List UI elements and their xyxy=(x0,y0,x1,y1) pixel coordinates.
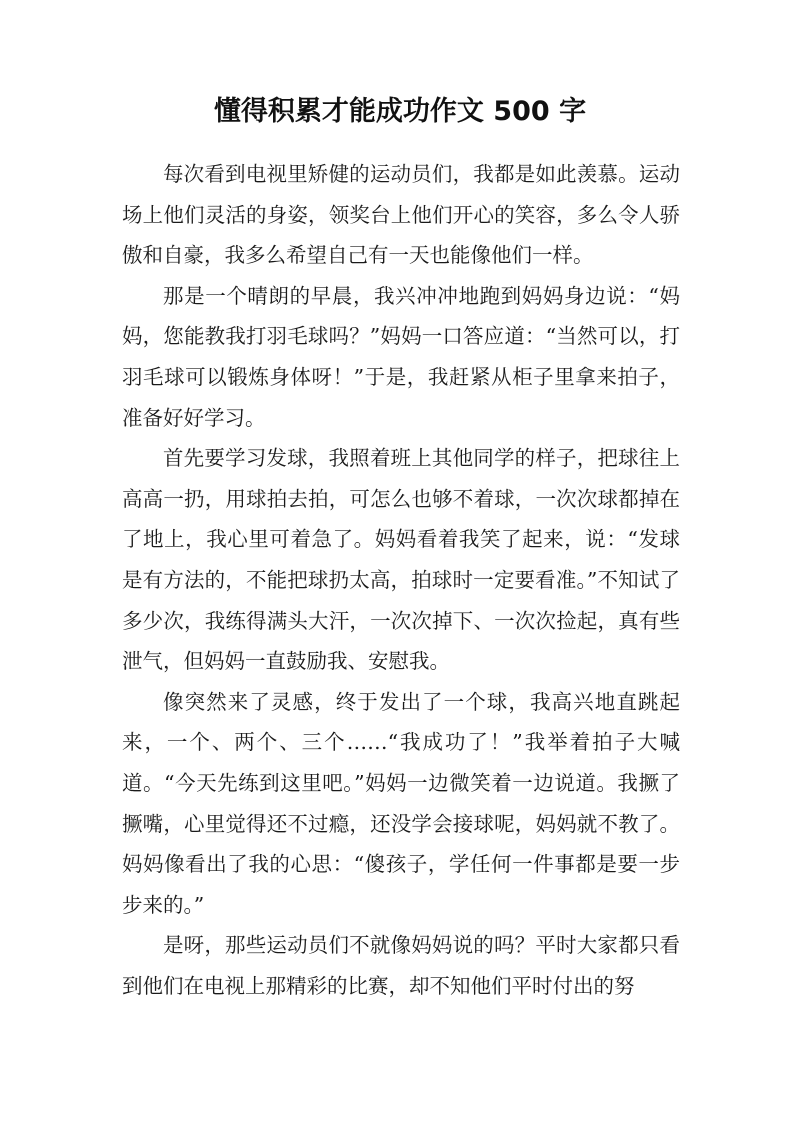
paragraph-3: 首先要学习发球，我照着班上其他同学的样子，把球往上高高一扔，用球拍去拍，可怎么也够不着球，一次次球都掉在了地上，我心里可着急了。妈妈看着我笑了起来，说：“发球是有方法的，不能把球扔太高，拍球时一定要看准。”不知试了多少次，我练得满头大汗，一次次掉下、一次次捡起，真有些泄气，但妈妈一直鼓励我、安慰我。 xyxy=(122,446,680,674)
document-title: 懂得积累才能成功作文 500 字 xyxy=(213,96,587,127)
paragraph-2: 那是一个晴朗的早晨，我兴冲冲地跑到妈妈身边说：“妈妈，您能教我打羽毛球吗？”妈妈一口答应道：“当然可以，打羽毛球可以锻炼身体呀！”于是，我赶紧从柜子里拿来拍子，准备好好学习。 xyxy=(122,283,680,430)
paragraph-5: 是呀，那些运动员们不就像妈妈说的吗？平时大家都只看到他们在电视上那精彩的比赛，却不知他们平时付出的努 xyxy=(122,933,680,998)
document-body xyxy=(122,154,680,1006)
paragraph-4: 像突然来了灵感，终于发出了一个球，我高兴地直跳起来，一个、两个、三个……“我成功了！”我举着拍子大喊道。“今天先练到这里吧。”妈妈一边微笑着一边说道。我撅了撅嘴，心里觉得还不过瘾，还没学会接球呢，妈妈就不教了。妈妈像看出了我的心思：“傻孩子，学任何一件事都是要一步步来的。” xyxy=(122,689,680,917)
paragraph-1: 每次看到电视里矫健的运动员们，我都是如此羡慕。运动场上他们灵活的身姿，领奖台上他们开心的笑容，多么令人骄傲和自豪，我多么希望自己有一天也能像他们一样。 xyxy=(122,162,680,268)
